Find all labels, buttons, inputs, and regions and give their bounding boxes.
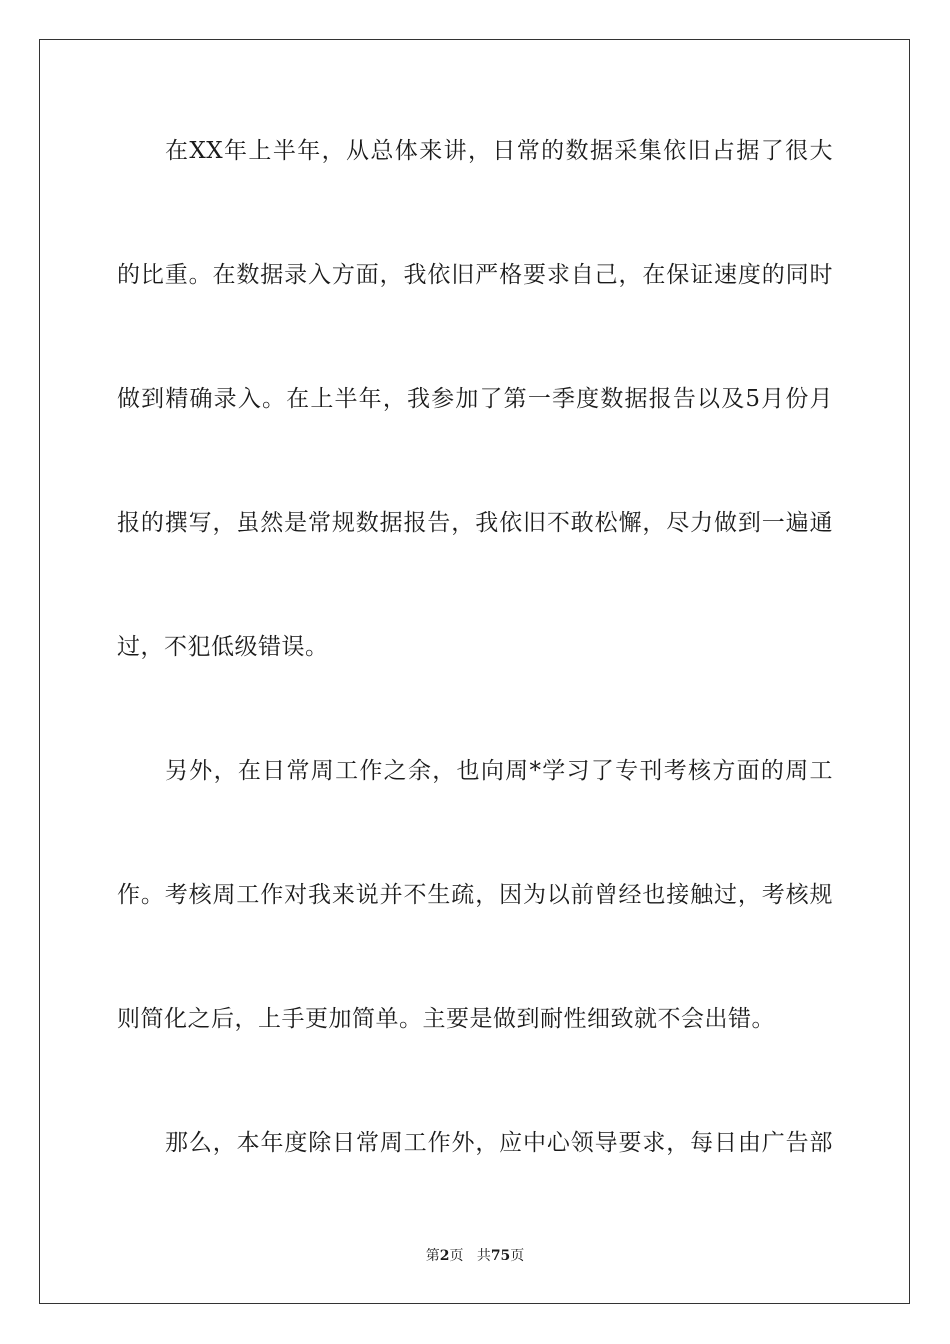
paragraph-2-line-1: 另外，在日常周工作之余，也向周*学习了专刊考核方面的周工: [165, 758, 833, 784]
total-pages: 75: [490, 1248, 511, 1264]
paragraph-3-line-1: 那么，本年度除日常周工作外，应中心领导要求，每日由广告部: [165, 1130, 833, 1156]
paragraph-1-line-5: 过，不犯低级错误。: [117, 634, 329, 660]
total-suffix: 页: [510, 1248, 525, 1264]
page-footer: [0, 1246, 950, 1266]
paragraph-2-line-2: 作。考核周工作对我来说并不生疏，因为以前曾经也接触过，考核规: [117, 882, 833, 908]
paragraph-2-line-3: 则简化之后，上手更加简单。主要是做到耐性细致就不会出错。: [117, 1006, 775, 1032]
total-prefix: 共: [476, 1248, 491, 1264]
paragraph-1-line-1: 在XX年上半年，从总体来讲，日常的数据采集依旧占据了很大: [165, 138, 833, 164]
page-border: [39, 39, 910, 1304]
page-prefix: 第: [425, 1248, 440, 1264]
paragraph-1-line-2: 的比重。在数据录入方面，我依旧严格要求自己，在保证速度的同时: [117, 262, 833, 288]
paragraph-1-line-4: 报的撰写，虽然是常规数据报告，我依旧不敢松懈，尽力做到一遍通: [117, 510, 833, 536]
page-suffix: 页: [449, 1248, 464, 1264]
paragraph-1-line-3: 做到精确录入。在上半年，我参加了第一季度数据报告以及5月份月: [117, 386, 833, 412]
page-number: 2: [439, 1248, 450, 1264]
